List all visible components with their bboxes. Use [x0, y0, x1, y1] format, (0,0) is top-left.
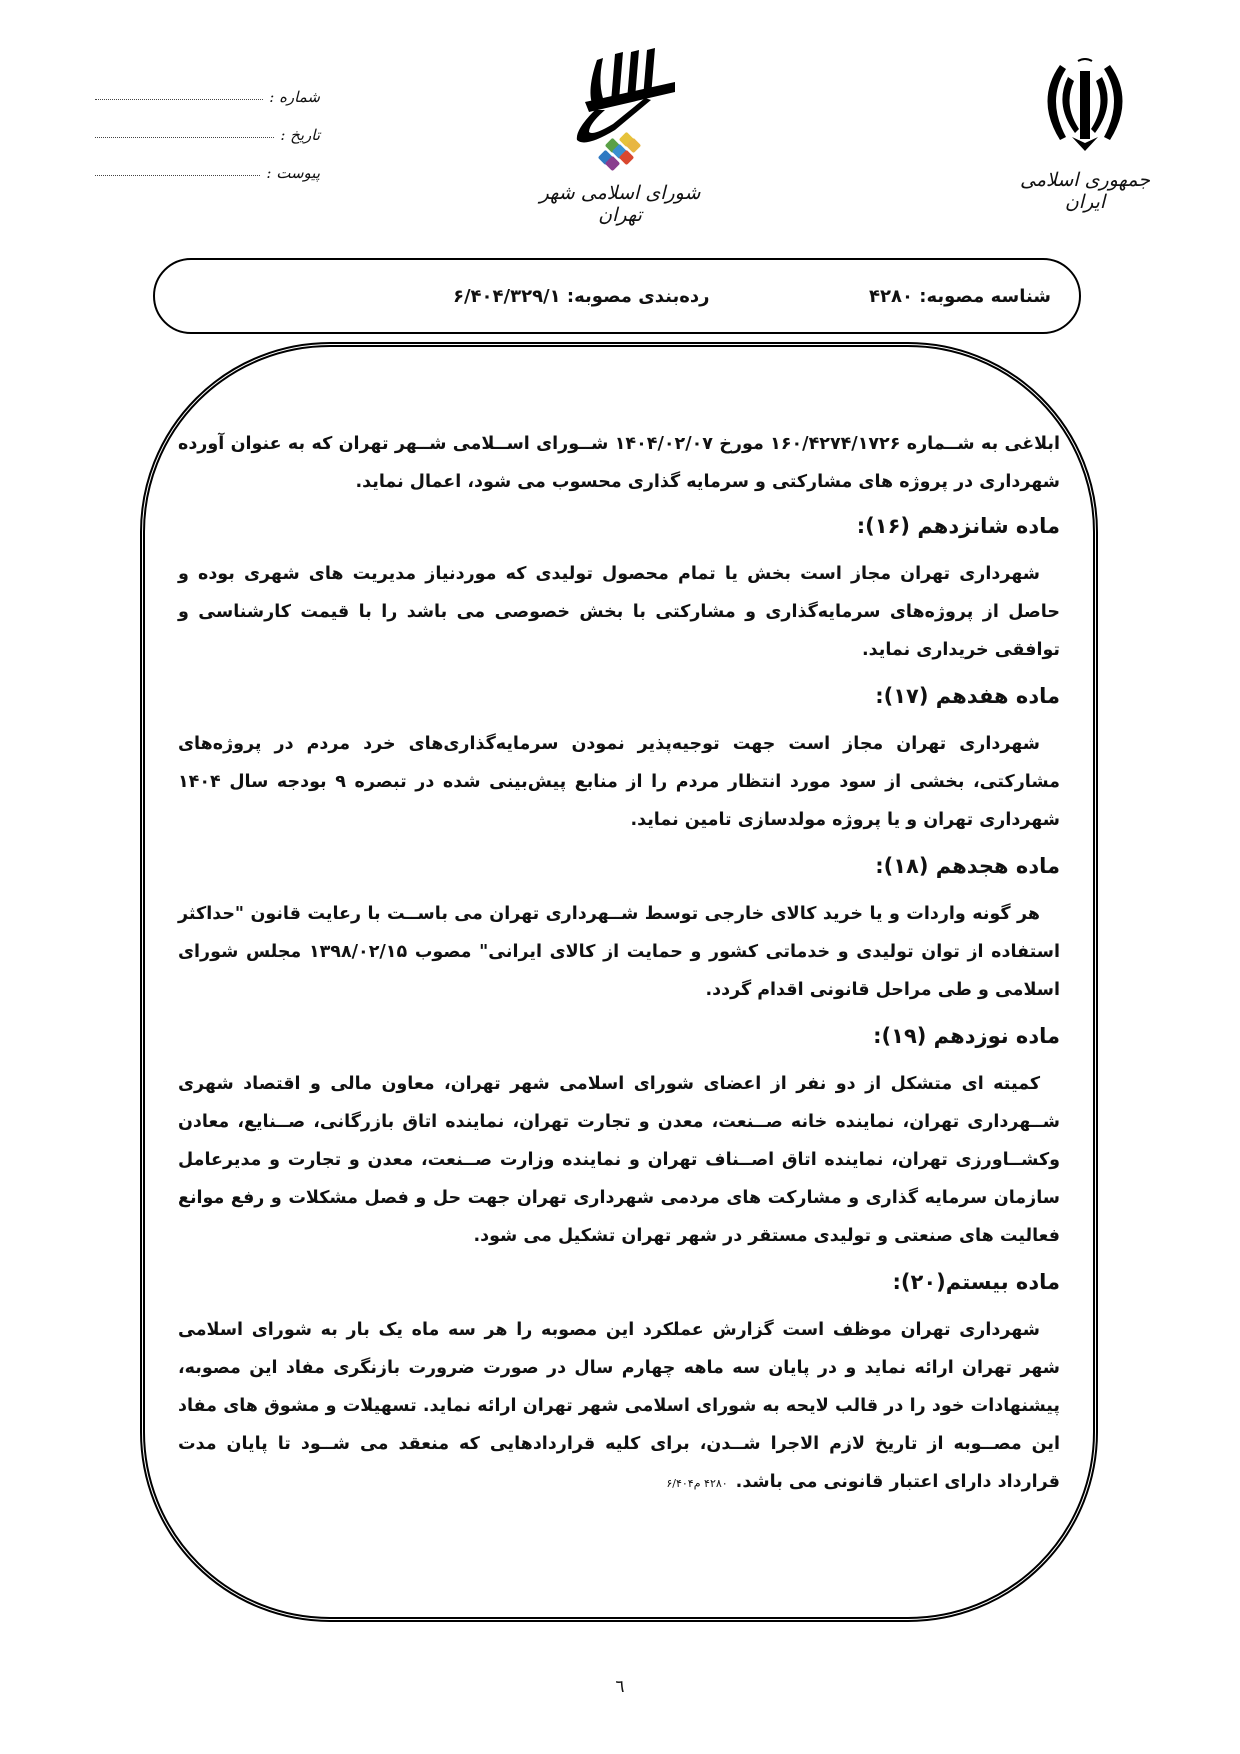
field-date-line: [95, 136, 274, 138]
footer-reference: ۴۲۸۰ م۶/۴۰۴: [666, 1477, 728, 1490]
article-20-body: [178, 1311, 1060, 1503]
emblem-icon: [1030, 55, 1140, 155]
state-emblem: [1000, 55, 1170, 213]
classification-label: رده‌بندی مصوبه:: [566, 285, 710, 307]
article-18-title: ماده هجدهم (۱۸):: [875, 854, 1060, 878]
resolution-id-label: شناسه مصوبه:: [919, 285, 1051, 307]
resolution-id-value: ۴۲۸۰: [869, 285, 913, 307]
logo-tiles: [598, 132, 642, 172]
field-number: [95, 68, 320, 106]
article-16-body: شهرداری تهران مجاز است بخش یا تمام محصول تولیدی که موردنیاز مدیریت های شهری بوده و حاصل از پروژه‌های سرمایه‌گذاری و مشارکتی با بخش خصوصی می باشد را با قیمت کارشناسی و توافقی خریداری نماید.: [178, 564, 1060, 660]
article-19-title: ماده نوزدهم (۱۹):: [873, 1024, 1060, 1048]
page-number: ٦: [615, 1677, 625, 1697]
article-19-body: کمیته ای متشکل از دو نفر از اعضای شورای اسلامی شهر تهران، معاون مالی و اقتصاد شهری شــهرداری تهران، نماینده خانه صــنعت، معدن و تجارت تهران، نماینده اتاق بازرگانی، صــنایع، معادن وکشــاورزی تهران، نماینده اتاق اصــناف تهران و نماینده وزارت صــنعت، معدن و تجارت و مدیرعامل سازمان سرمایه گذاری و مشارکت های مردمی شهرداری تهران جهت حل و فصل مشکلات و رفع موانع فعالیت های صنعتی و تولیدی مستقر در شهر تهران تشکیل می شود.: [178, 1074, 1060, 1246]
article-20-text: شهرداری تهران موظف است گزارش عملکرد این مصوبه را هر سه ماه یک بار به شورای اسلامی شهر تهران ارائه نماید و در پایان سه ماهه چهارم سال در صورت ضرورت بازنگری مفاد این مصوبه، پیشنهادات خود را در قالب لایحه به شورای اسلامی شهر تهران ارائه نماید. تسهیلات و مشوق های مفاد این مصــوبه از تاریخ لازم الاجرا شــدن، برای کلیه قراردادهایی که منعقد می شــود تا پایان مدت قرارداد دارای اعتبار قانونی می باشد.: [178, 1320, 1060, 1492]
article-18-body: هر گونه واردات و یا خرید کالای خارجی توسط شــهرداری تهران می باســت با رعایت قانون "حداکثر استفاده از توان تولیدی و خدماتی کشور و حمایت از کالای ایرانی" مصوب ۱۳۹۸/۰۲/۱۵ مجلس شورای اسلامی و طی مراحل قانونی اقدام گردد.: [178, 904, 1060, 1000]
article-16-title: ماده شانزدهم (۱۶):: [856, 514, 1060, 538]
reference-fields: [95, 68, 320, 182]
article-20-title: ماده بیستم(۲۰):: [892, 1270, 1060, 1294]
article-17-body: شهرداری تهران مجاز است جهت توجیه‌پذیر نمودن سرمایه‌گذاری‌های خرد مردم در پروژه‌های مشارکتی، بخشی از سود مورد انتظار مردم را از منابع پیش‌بینی شده در تبصره ۹ بودجه سال ۱۴۰۴ شهرداری تهران و یا پروژه مولدسازی تامین نماید.: [178, 734, 1060, 830]
council-name: شورای اسلامی شهر تهران: [539, 182, 701, 226]
resolution-id: [869, 286, 1051, 307]
document-body: [178, 425, 1060, 1511]
intro-paragraph: ابلاغی به شــماره ۱۶۰/۴۲۷۴/۱۷۲۶ مورخ ۱۴۰۴/۰۲/۰۷ شــورای اســلامی شــهر تهران که به عنوان آورده شهرداری در پروژه های مشارکتی و سرمایه گذاری محسوب می شود، اعمال نماید.: [178, 434, 1061, 492]
field-number-line: [95, 98, 263, 100]
classification-value: ۶/۴۰۴/۳۲۹/۱: [453, 285, 561, 307]
field-attachment: [95, 144, 320, 182]
field-date-label: تاریخ :: [280, 126, 320, 144]
country-name: جمهوری اسلامی ایران: [1020, 169, 1150, 213]
resolution-info-bar: [153, 258, 1081, 334]
field-date: [95, 106, 320, 144]
council-logo-icon: [555, 40, 685, 180]
field-number-label: شماره :: [269, 88, 320, 106]
council-logo: [530, 40, 710, 240]
resolution-classification: [453, 286, 709, 307]
article-17-title: ماده هفدهم (۱۷):: [875, 684, 1060, 708]
field-attachment-label: پیوست :: [266, 164, 320, 182]
field-attachment-line: [95, 174, 260, 176]
